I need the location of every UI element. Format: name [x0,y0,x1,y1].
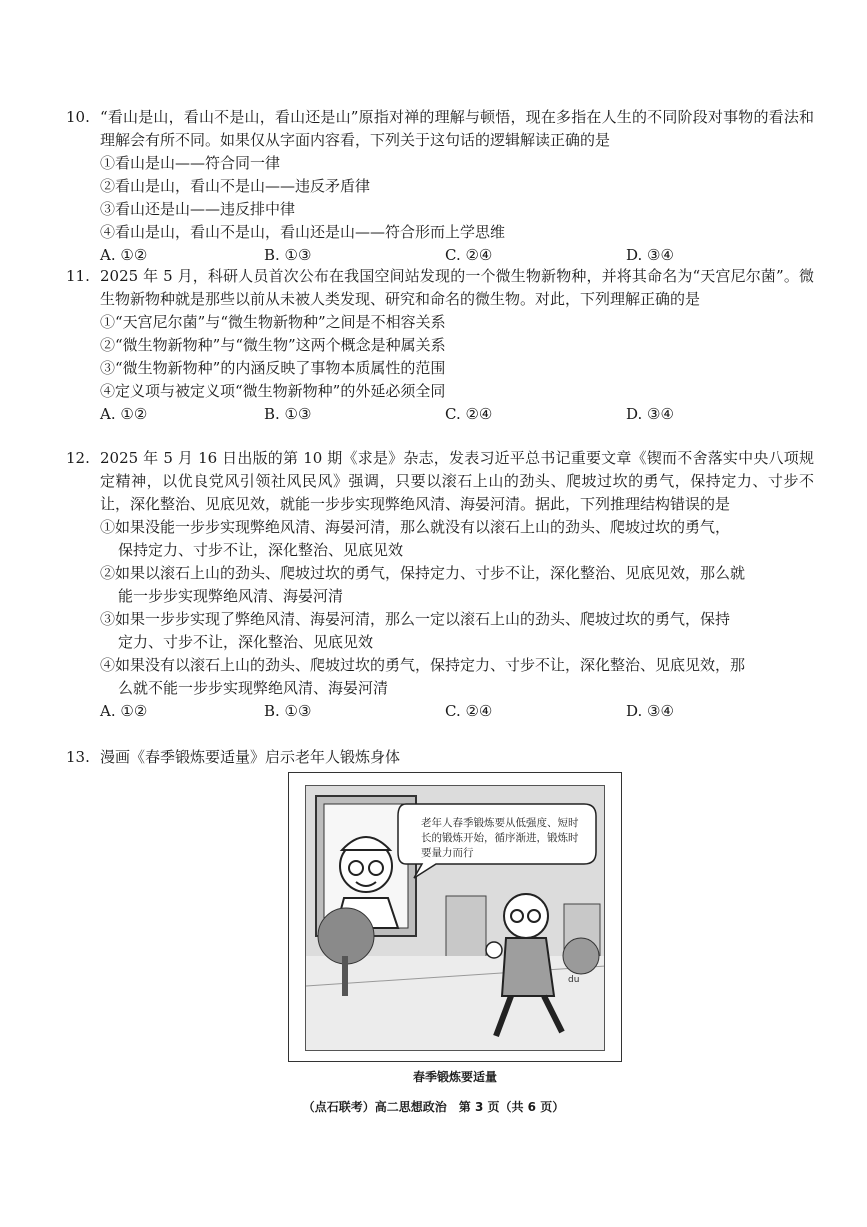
question-number: 10. [66,108,90,126]
choice-c[interactable]: C. ②④ [445,405,493,423]
ground [306,956,605,1051]
question-13 [66,746,814,769]
artist-signature: du [568,975,580,985]
question-stem: 漫画《春季锻炼要适量》启示老年人锻炼身体 [100,748,401,766]
choice-a[interactable]: A. ①② [100,702,148,720]
option-4-continued: 么就不能一步步实现弊绝风清、海晏河清 [118,679,389,697]
cartoon-caption: 春季锻炼要适量 [412,1070,497,1084]
bush [563,938,599,974]
question-10 [66,106,814,267]
question-11 [66,265,814,426]
option-1: ①看山是山——符合同一律 [100,154,281,172]
background-building [446,896,486,966]
option-3: ③看山还是山——违反排中律 [100,200,296,218]
question-stem: “看山是山，看山不是山，看山还是山”原指对禅的理解与顿悟，现在多指在人生的不同阶段对事物的看法和理解会有所不同。如果仅从字面内容看，下列关于这句话的逻辑解读正确的是 [100,108,814,149]
question-number: 13. [66,748,90,766]
question-stem: 2025 年 5 月，科研人员首次公布在我国空间站发现的一个微生物新物种，并将其命名为“天宫尼尔菌”。微生物新物种就是那些以前从未被人类发现、研究和命名的微生物。对此，下列理解正确的是 [100,267,814,308]
cartoon-illustration [305,785,605,1051]
option-2: ②如果以滚石上山的劲头、爬坡过坎的勇气，保持定力、寸步不让，深化整治、见底见效，那么就 [100,564,746,582]
option-2: ②看山是山，看山不是山——违反矛盾律 [100,177,371,195]
option-4: ④看山是山，看山不是山，看山还是山——符合形而上学思维 [100,223,506,241]
page-footer: （点石联考）高二思想政治 第 3 页（共 6 页） [302,1100,565,1114]
answer-choices [100,403,814,426]
cartoon-frame [288,772,622,1062]
choice-a[interactable]: A. ①② [100,246,148,264]
choice-c[interactable]: C. ②④ [445,246,493,264]
speech-bubble-text: 老年人春季锻炼要从低强度、短时长的锻炼开始，循序渐进，锻炼时要量力而行 [421,817,579,859]
choice-a[interactable]: A. ①② [100,405,148,423]
old-man-hand [486,942,502,958]
choice-d[interactable]: D. ③④ [626,702,674,720]
question-stem: 2025 年 5 月 16 日出版的第 10 期《求是》杂志，发表习近平总书记重要文章《锲而不舍落实中央八项规定精神，以优良党风引领社风民风》强调，只要以滚石上山的劲头、爬坡过坎的勇气，保持定力、寸步不让，深化整治、见底见效，就能一步步实现弊绝风清、海晏河清。据此，下列推理结构错误的是 [100,449,814,513]
option-3-continued: 定力、寸步不让，深化整治、见底见效 [118,633,374,651]
choice-d[interactable]: D. ③④ [626,405,674,423]
option-1: ①如果没能一步步实现弊绝风清、海晏河清，那么就没有以滚石上山的劲头、爬坡过坎的勇气， [100,518,731,536]
old-man-body [502,938,554,996]
question-number: 11. [66,267,90,285]
option-4: ④定义项与被定义项“微生物新物种”的外延必须全同 [100,382,446,400]
option-2-continued: 能一步步实现弊绝风清、海晏河清 [118,587,344,605]
option-1: ①“天宫尼尔菌”与“微生物新物种”之间是不相容关系 [100,313,446,331]
bush-trunk [342,956,348,996]
answer-choices [100,244,814,267]
question-number: 12. [66,449,90,467]
option-3: ③如果一步步实现了弊绝风清、海晏河清，那么一定以滚石上山的劲头、爬坡过坎的勇气，保持 [100,610,731,628]
choice-b[interactable]: B. ①③ [264,702,312,720]
choice-b[interactable]: B. ①③ [264,246,312,264]
option-2: ②“微生物新物种”与“微生物”这两个概念是种属关系 [100,336,446,354]
option-1-continued: 保持定力、寸步不让，深化整治、见底见效 [118,541,404,559]
choice-b[interactable]: B. ①③ [264,405,312,423]
option-3: ③“微生物新物种”的内涵反映了事物本质属性的范围 [100,359,446,377]
bush [318,908,374,964]
choice-d[interactable]: D. ③④ [626,246,674,264]
option-4: ④如果没有以滚石上山的劲头、爬坡过坎的勇气，保持定力、寸步不让，深化整治、见底见效，那 [100,656,746,674]
choice-c[interactable]: C. ②④ [445,702,493,720]
answer-choices [100,700,814,723]
question-12 [66,447,814,723]
